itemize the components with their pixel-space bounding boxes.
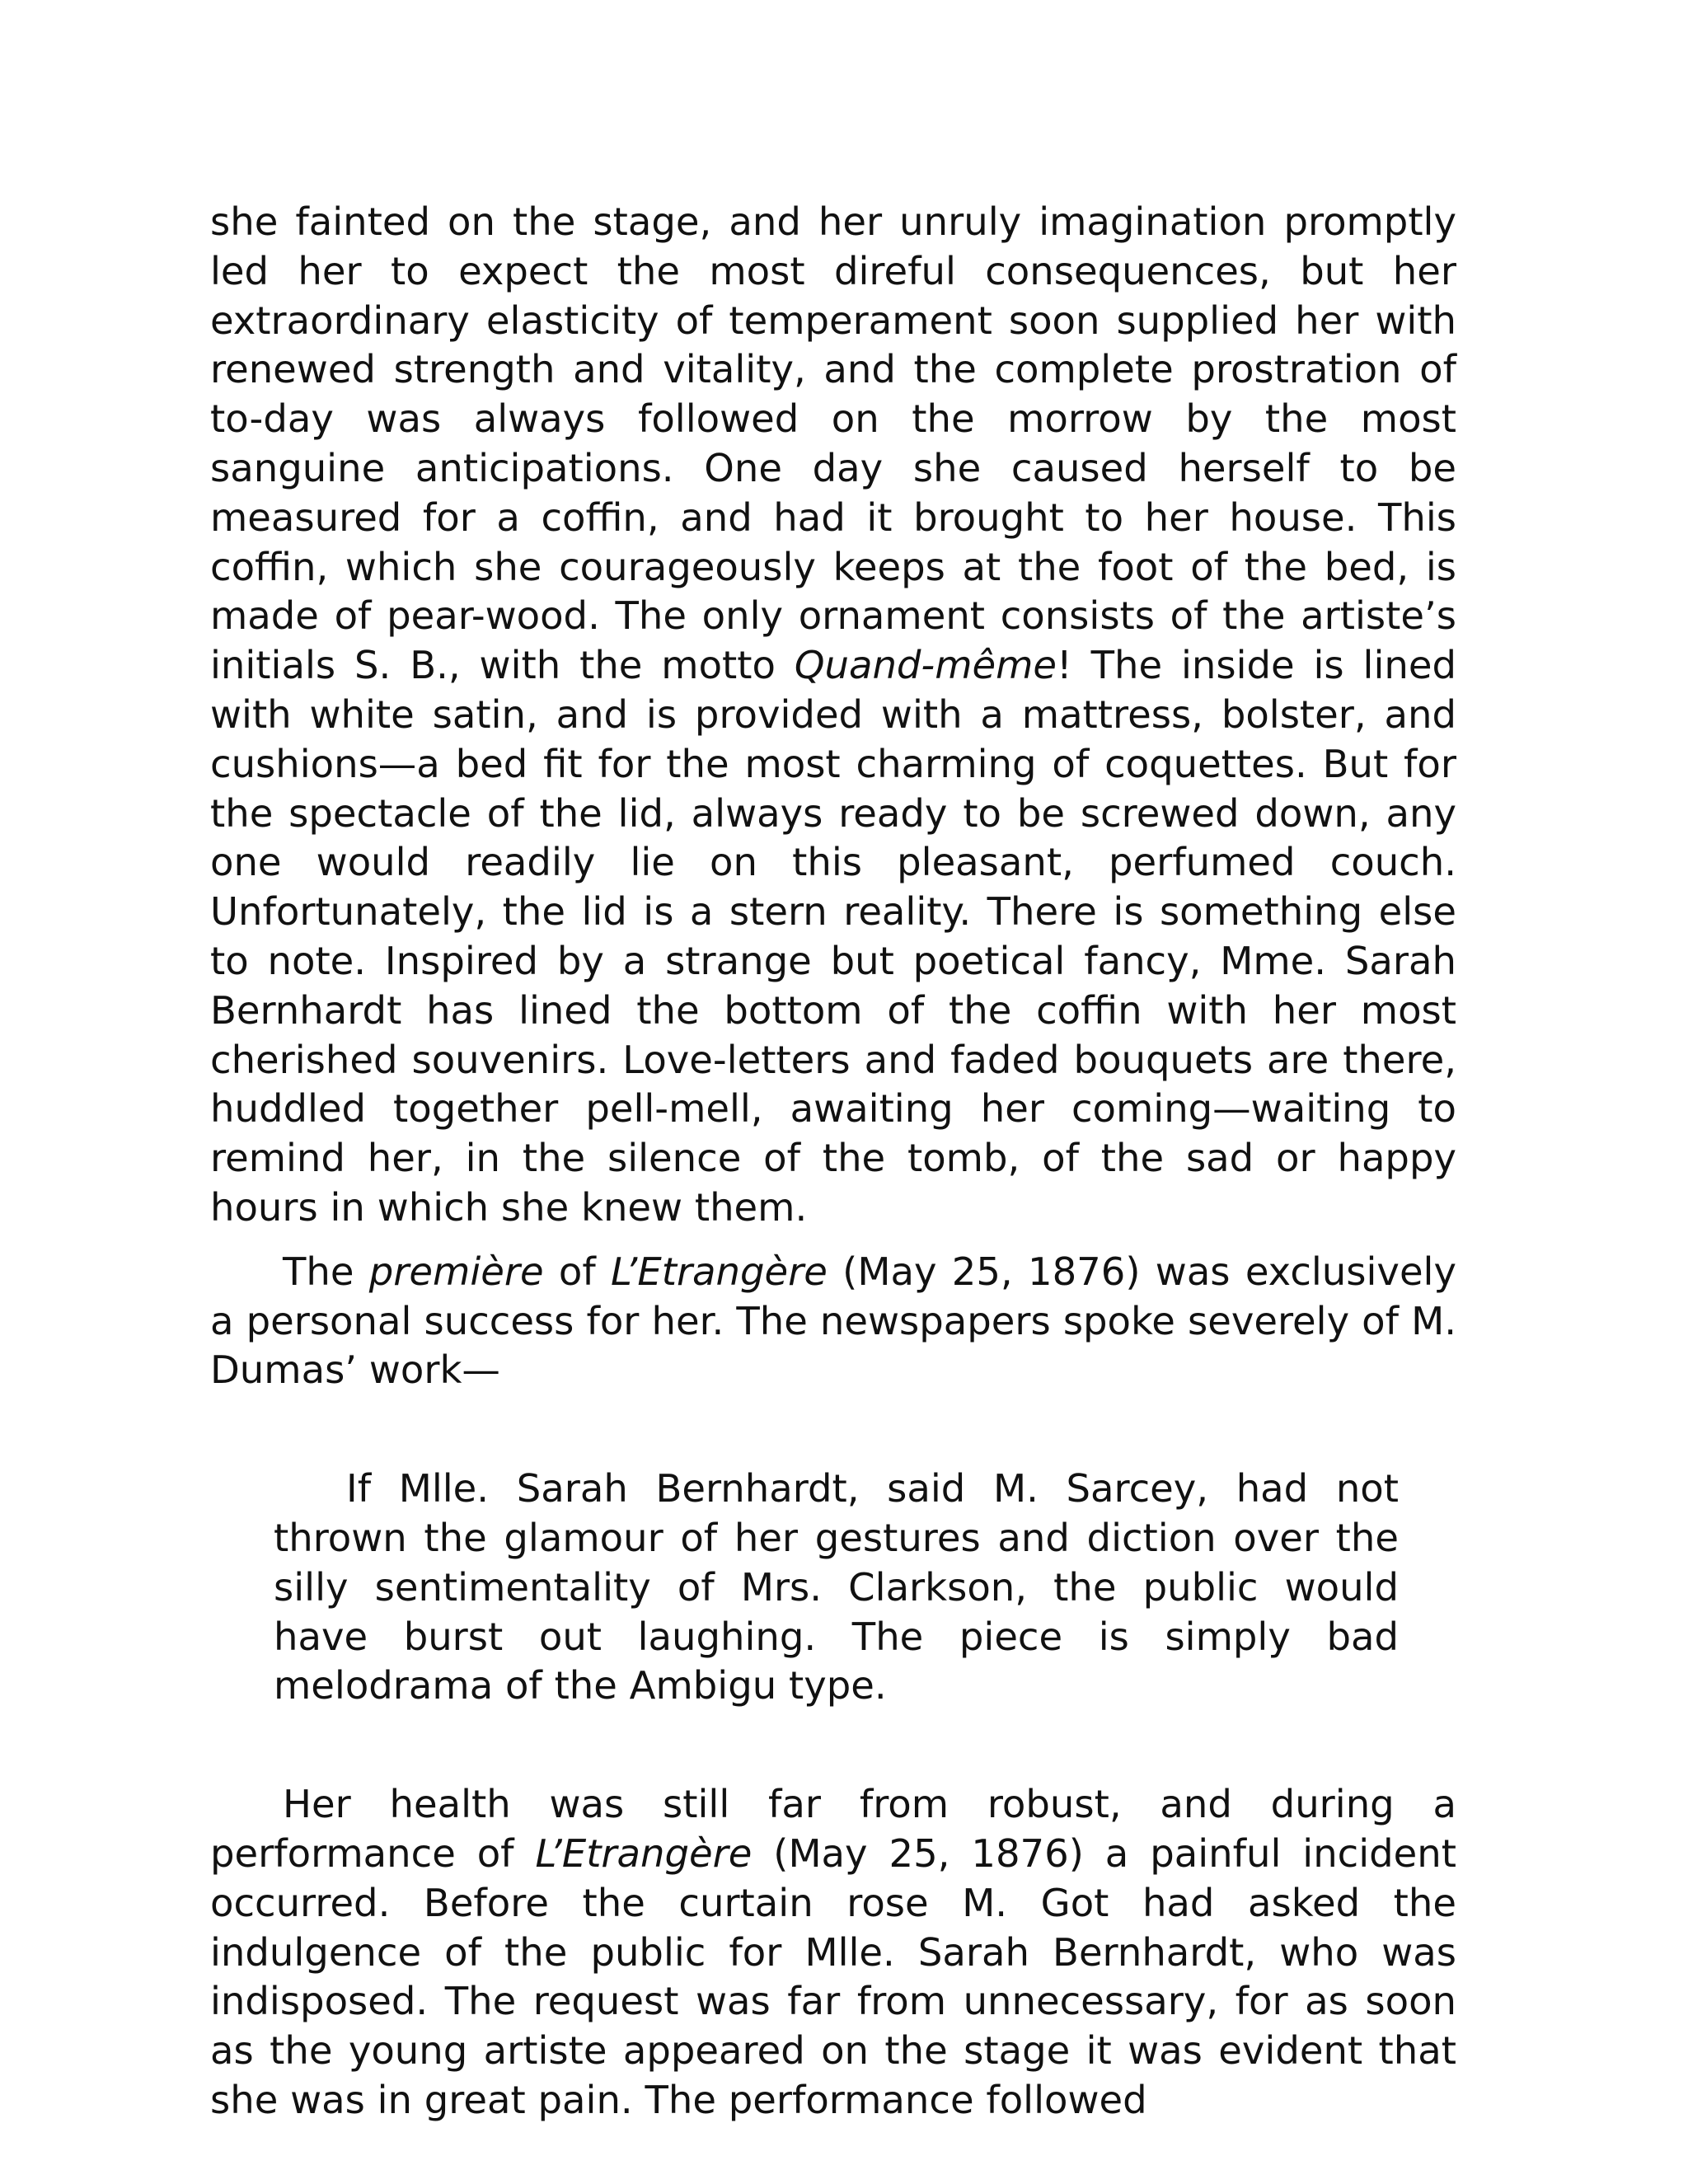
- motto-italic: Quand-même: [794, 643, 1057, 688]
- paragraph-text: Her health was still far from robust, and during a performance of: [210, 1782, 1456, 1876]
- sarcey-blockquote: [274, 1465, 1399, 1711]
- paragraph-text: of: [543, 1249, 611, 1294]
- paragraph-text: The: [283, 1249, 369, 1294]
- paragraph-health: [210, 1780, 1456, 2125]
- paragraph-text: she fainted on the stage, and her unruly imagination promptly led her to expect the most direful consequences, but her extraordinary elasticity of temperament soon supplied her with renewed strength and vitality, and the complete prostration of to-day was always followed on the morrow by the most sanguine anticipations. One day she caused herself to be measured for a coffin, and had it brought to her house. This coffin, which she courageously keeps at the foot of the bed, is made of pear-wood. The only ornament consists of the artiste’s initials S. B., with the motto: [210, 199, 1456, 688]
- paragraph-coffin: [210, 198, 1456, 1233]
- paragraph-premiere: [210, 1248, 1456, 1395]
- paragraph-text: (May 25, 1876) was exclusively a personal success for her. The newspapers spoke severely of M. Dumas’ work—: [210, 1249, 1456, 1393]
- text-column: [210, 198, 1456, 2125]
- quote-text: If Mlle. Sarah Bernhardt, said M. Sarcey, had not thrown the glamour of her gestures and diction over the silly sentimentality of Mrs. Clarkson, the public would have burst out laughing. The piece is simply bad melodrama of the Ambigu type.: [274, 1466, 1399, 1708]
- premiere-italic: première: [368, 1249, 544, 1294]
- play-title-italic: L’Etrangère: [611, 1249, 828, 1294]
- paragraph-text: ! The inside is lined with white satin, and is provided with a mattress, bolster, and cushions—a bed fit for the most charming of coquettes. But for the spectacle of the lid, always ready to be screwed down, any one would readily lie on this pleasant, perfumed couch. Unfortunately, the lid is a stern reality. There is something else to note. Inspired by a strange but poetical fancy, Mme. Sarah Bernhardt has lined the bottom of the coffin with her most cherished souvenirs. Love-letters and faded bouquets are there, huddled together pell-mell, awaiting her coming—waiting to remind her, in the silence of the tomb, of the sad or happy hours in which she knew them.: [210, 643, 1456, 1230]
- paragraph-text: (May 25, 1876) a painful incident occurred. Before the curtain rose M. Got had asked the indulgence of the public for Mlle. Sarah Bernhardt, who was indisposed. The request was far from unnecessary, for as soon as the young artiste appeared on the stage it was evident that she was in great pain. The performance followed: [210, 1830, 1456, 2122]
- play-title-italic: L’Etrangère: [535, 1830, 753, 1876]
